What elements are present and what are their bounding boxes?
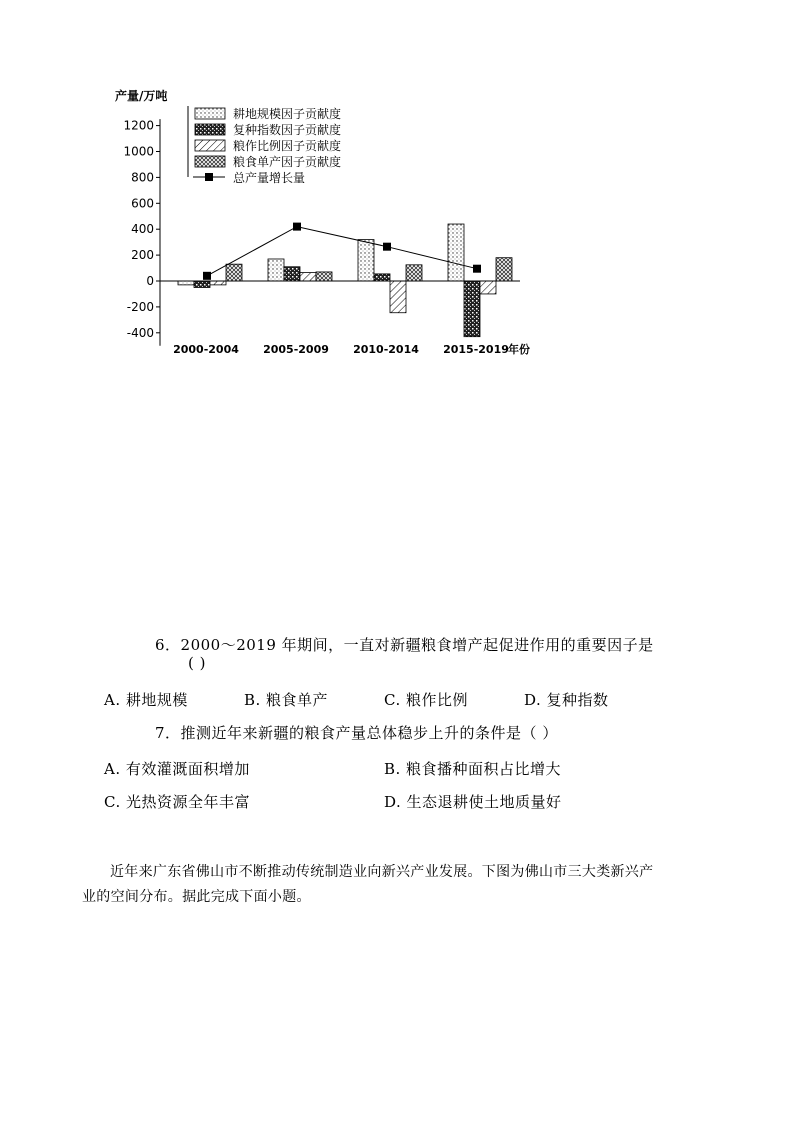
legend-line-marker — [205, 173, 213, 181]
x-tick-label: 2010-2014 — [353, 343, 419, 356]
legend-label: 粮作比例因子贡献度 — [233, 139, 342, 153]
bar-diag — [210, 281, 226, 285]
y-tick-label: 200 — [131, 248, 154, 263]
bar-diag — [300, 273, 316, 281]
bar-dots — [178, 281, 194, 285]
x-tick-label: 2000-2004 — [173, 343, 239, 356]
total-line — [203, 223, 481, 280]
legend-swatch-dots — [195, 108, 225, 119]
q7-option-a[interactable]: A. 有效灌溉面积增加 — [104, 760, 250, 778]
bar-cross — [496, 258, 512, 281]
bar-diag — [390, 281, 406, 313]
bar-dark — [194, 281, 210, 287]
bar-dots — [448, 224, 464, 281]
bar-cross — [406, 265, 422, 281]
q6-option-d[interactable]: D. 复种指数 — [524, 691, 609, 709]
y-tick-label: 400 — [131, 222, 154, 237]
bar-dots — [268, 259, 284, 281]
total-point — [473, 265, 481, 273]
total-point — [293, 223, 301, 231]
bar-dark — [374, 274, 390, 281]
question-6-blank: ( ) — [188, 654, 206, 672]
y-axis-label: 产量/万吨 — [115, 89, 168, 103]
total-line-path — [207, 227, 477, 276]
x-tick-label: 2005-2009 — [263, 343, 329, 356]
bar-dark — [464, 281, 480, 337]
total-point — [203, 272, 211, 280]
legend-label: 总产量增长量 — [233, 171, 306, 185]
y-tick-label: 800 — [131, 170, 154, 185]
bar-diag — [480, 281, 496, 294]
legend-label: 耕地规模因子贡献度 — [233, 107, 342, 121]
q6-option-a[interactable]: A. 耕地规模 — [104, 691, 188, 709]
contribution-chart — [100, 80, 560, 370]
question-7-stem: 7．推测近年来新疆的粮食产量总体稳步上升的条件是（ ） — [155, 724, 558, 742]
y-tick-label: -200 — [126, 299, 154, 314]
legend-swatch-dark — [195, 124, 225, 135]
y-tick-label: -400 — [126, 325, 154, 340]
q7-option-c[interactable]: C. 光热资源全年丰富 — [104, 793, 250, 811]
q6-option-c[interactable]: C. 粮作比例 — [384, 691, 468, 709]
bar-cross — [316, 272, 332, 281]
legend-swatch-diag — [195, 140, 225, 151]
y-tick-label: 1000 — [123, 144, 154, 159]
bar-dots — [358, 240, 374, 281]
q7-option-b[interactable]: B. 粮食播种面积占比增大 — [384, 760, 562, 778]
passage-line-2: 业的空间分布。据此完成下面小题。 — [82, 889, 311, 905]
x-unit-label: 年份 — [508, 343, 530, 356]
y-axis — [123, 119, 160, 346]
bars — [178, 224, 512, 337]
y-tick-label: 600 — [131, 196, 154, 211]
legend-label: 复种指数因子贡献度 — [233, 123, 342, 137]
q7-option-d[interactable]: D. 生态退耕使土地质量好 — [384, 793, 562, 811]
passage-line-1: 近年来广东省佛山市不断推动传统制造业向新兴产业发展。下图为佛山市三大类新兴产 — [110, 864, 654, 880]
total-point — [383, 243, 391, 251]
x-tick-label: 2015-2019 — [443, 343, 509, 356]
y-tick-label: 1200 — [123, 118, 154, 133]
bar-cross — [226, 264, 242, 281]
q6-option-b[interactable]: B. 粮食单产 — [244, 691, 329, 709]
legend-label: 粮食单产因子贡献度 — [233, 155, 342, 169]
y-tick-label: 0 — [146, 274, 154, 288]
legend-swatch-cross — [195, 156, 225, 167]
question-6-stem: 6．2000～2019 年期间，一直对新疆粮食增产起促进作用的重要因子是 — [155, 636, 654, 654]
bar-dark — [284, 267, 300, 281]
chart-legend — [188, 106, 341, 185]
